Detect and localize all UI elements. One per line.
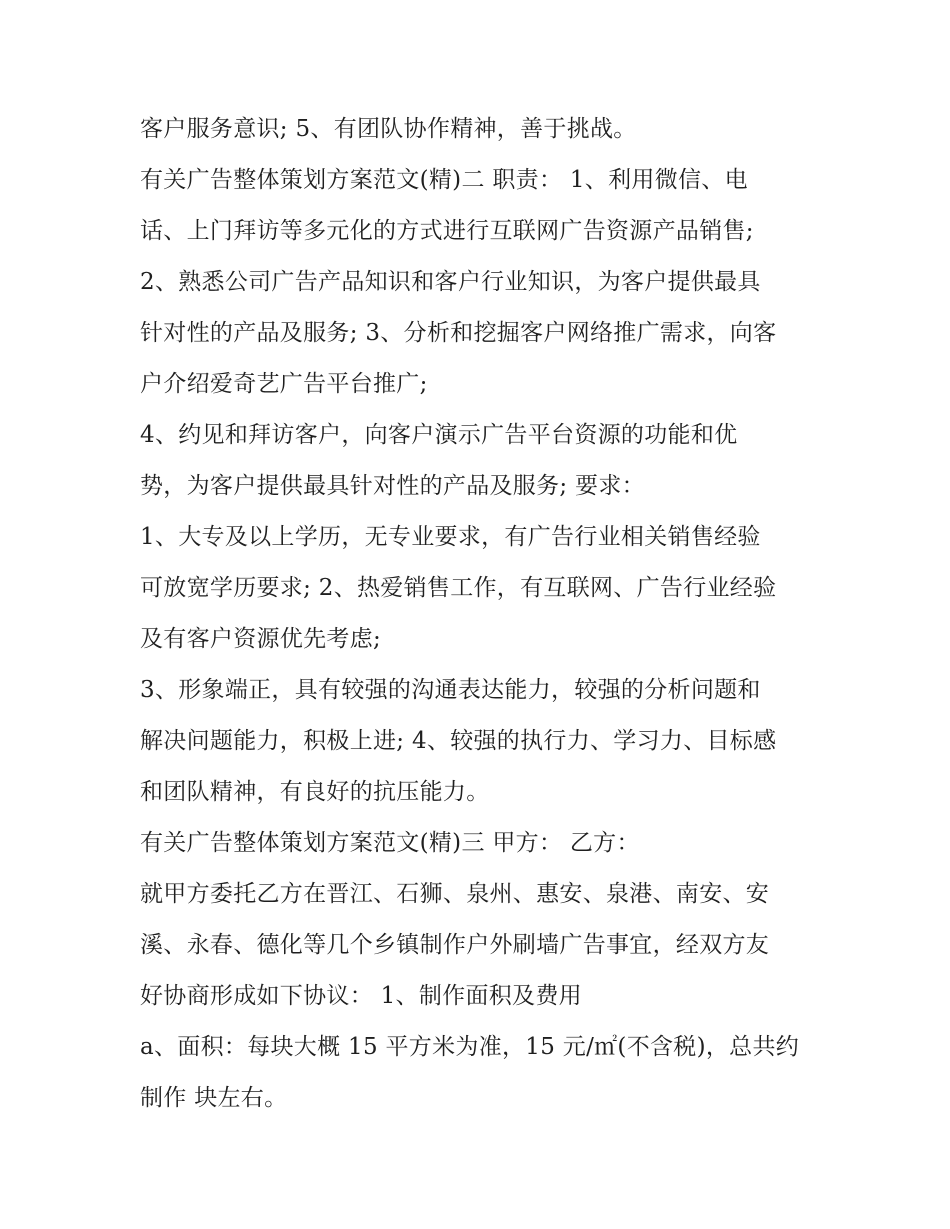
text-line: 1、大专及以上学历，无专业要求，有广告行业相关销售经验: [140, 524, 761, 550]
text-line: 4、约见和拜访客户，向客户演示广告平台资源的功能和优: [140, 422, 738, 448]
document-body: [140, 104, 820, 1124]
text-line: 有关广告整体策划方案范文(精)三 甲方： 乙方：: [140, 830, 640, 856]
text-line: 就甲方委托乙方在晋江、石狮、泉州、惠安、泉港、南安、安: [140, 881, 770, 907]
text-line: 话、上门拜访等多元化的方式进行互联网广告资源产品销售;: [140, 218, 754, 244]
text-line: 可放宽学历要求; 2、热爱销售工作，有互联网、广告行业经验: [140, 575, 777, 601]
text-line: 溪、永春、德化等几个乡镇制作户外刷墙广告事宜，经双方友: [140, 932, 770, 958]
text-line: 和团队精神，有良好的抗压能力。: [140, 779, 490, 805]
text-line: 3、形象端正，具有较强的沟通表达能力，较强的分析问题和: [140, 677, 761, 703]
text-line: 好协商形成如下协议： 1、制作面积及费用: [140, 983, 582, 1009]
text-line: 2、熟悉公司广告产品知识和客户行业知识，为客户提供最具: [140, 269, 761, 295]
text-line: 势，为客户提供最具针对性的产品及服务; 要求：: [140, 473, 645, 499]
text-line: a、面积：每块大概 15 平方米为准，15 元/㎡(不含税)，总共约: [140, 1034, 800, 1060]
text-line: 解决问题能力，积极上进; 4、较强的执行力、学习力、目标感: [140, 728, 777, 754]
text-line: 及有客户资源优先考虑;: [140, 626, 382, 652]
text-line: 客户服务意识; 5、有团队协作精神，善于挑战。: [140, 116, 637, 142]
text-line: 有关广告整体策划方案范文(精)二 职责： 1、利用微信、电: [140, 167, 748, 193]
text-line: 针对性的产品及服务; 3、分析和挖掘客户网络推广需求，向客: [140, 320, 777, 346]
text-line: 户介绍爱奇艺广告平台推广;: [140, 371, 428, 397]
text-line: 制作 块左右。: [140, 1085, 288, 1111]
